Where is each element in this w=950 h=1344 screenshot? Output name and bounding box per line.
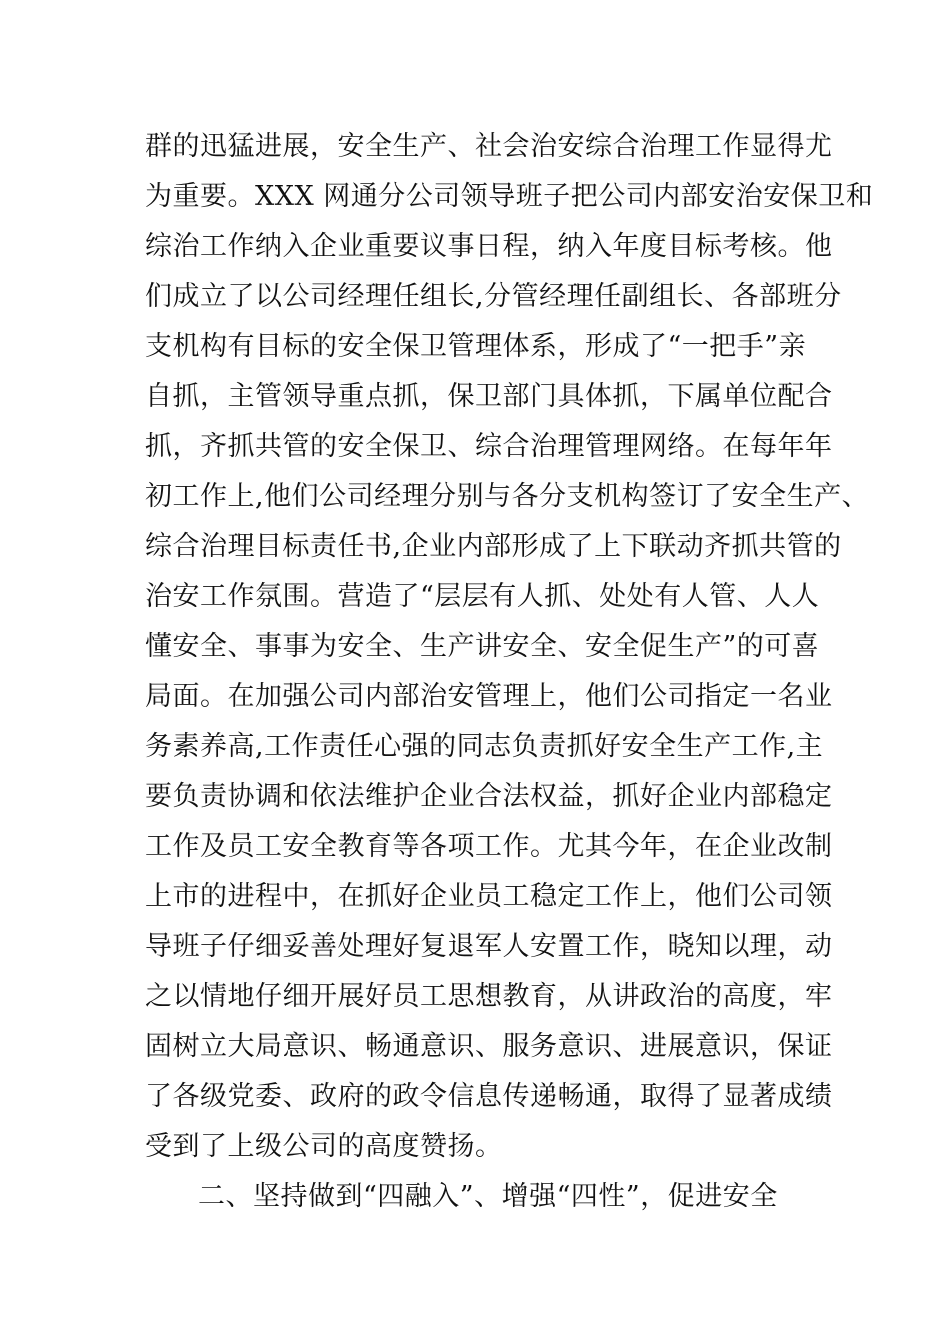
text-line: 治安工作氛围。营造了“层层有人抓、处处有人管、人人 (145, 581, 820, 612)
text-line: 局面。在加强公司内部治安管理上，他们公司指定一名业 (145, 681, 833, 712)
text-line: 受到了上级公司的高度赞扬。 (145, 1131, 503, 1162)
text-line: 导班子仔细妥善处理好复退军人安置工作，晓知以理，动 (145, 931, 833, 962)
text-line: 懂安全、事事为安全、生产讲安全、安全促生产”的可喜 (145, 631, 820, 662)
text-line: 之以情地仔细开展好员工思想教育，从讲政治的高度，牢 (145, 981, 833, 1012)
text-line: 群的迅猛进展，安全生产、社会治安综合治理工作显得尤 (145, 131, 833, 162)
text-line: 为重要。XXX 网通分公司领导班子把公司内部安治安保卫和 (145, 181, 874, 212)
text-line: 抓，齐抓共管的安全保卫、综合治理管理网络。在每年年 (145, 431, 833, 462)
text-line: 综治工作纳入企业重要议事日程，纳入年度目标考核。他 (145, 231, 833, 262)
text-line: 固树立大局意识、畅通意识、服务意识、进展意识，保证 (145, 1031, 833, 1062)
text-line: 支机构有目标的安全保卫管理体系，形成了“一把手”亲 (145, 331, 807, 362)
text-line: 自抓，主管领导重点抓，保卫部门具体抓，下属单位配合 (145, 381, 833, 412)
text-line: 综合治理目标责任书,企业内部形成了上下联动齐抓共管的 (145, 531, 842, 562)
section-heading-line: 二、坚持做到“四融入”、增强“四性”，促进安全 (198, 1181, 778, 1212)
text-line: 了各级党委、政府的政令信息传递畅通，取得了显著成绩 (145, 1081, 833, 1112)
text-line: 们成立了以公司经理任组长,分管经理任副组长、各部班分 (145, 281, 842, 312)
text-line: 上市的进程中，在抓好企业员工稳定工作上，他们公司领 (145, 881, 833, 912)
text-line: 务素养高,工作责任心强的同志负责抓好安全生产工作,主 (145, 731, 824, 762)
text-line: 要负责协调和依法维护企业合法权益，抓好企业内部稳定 (145, 781, 833, 812)
text-line: 工作及员工安全教育等各项工作。尤其今年，在企业改制 (145, 831, 833, 862)
text-line: 初工作上,他们公司经理分别与各分支机构签订了安全生产、 (145, 481, 870, 512)
